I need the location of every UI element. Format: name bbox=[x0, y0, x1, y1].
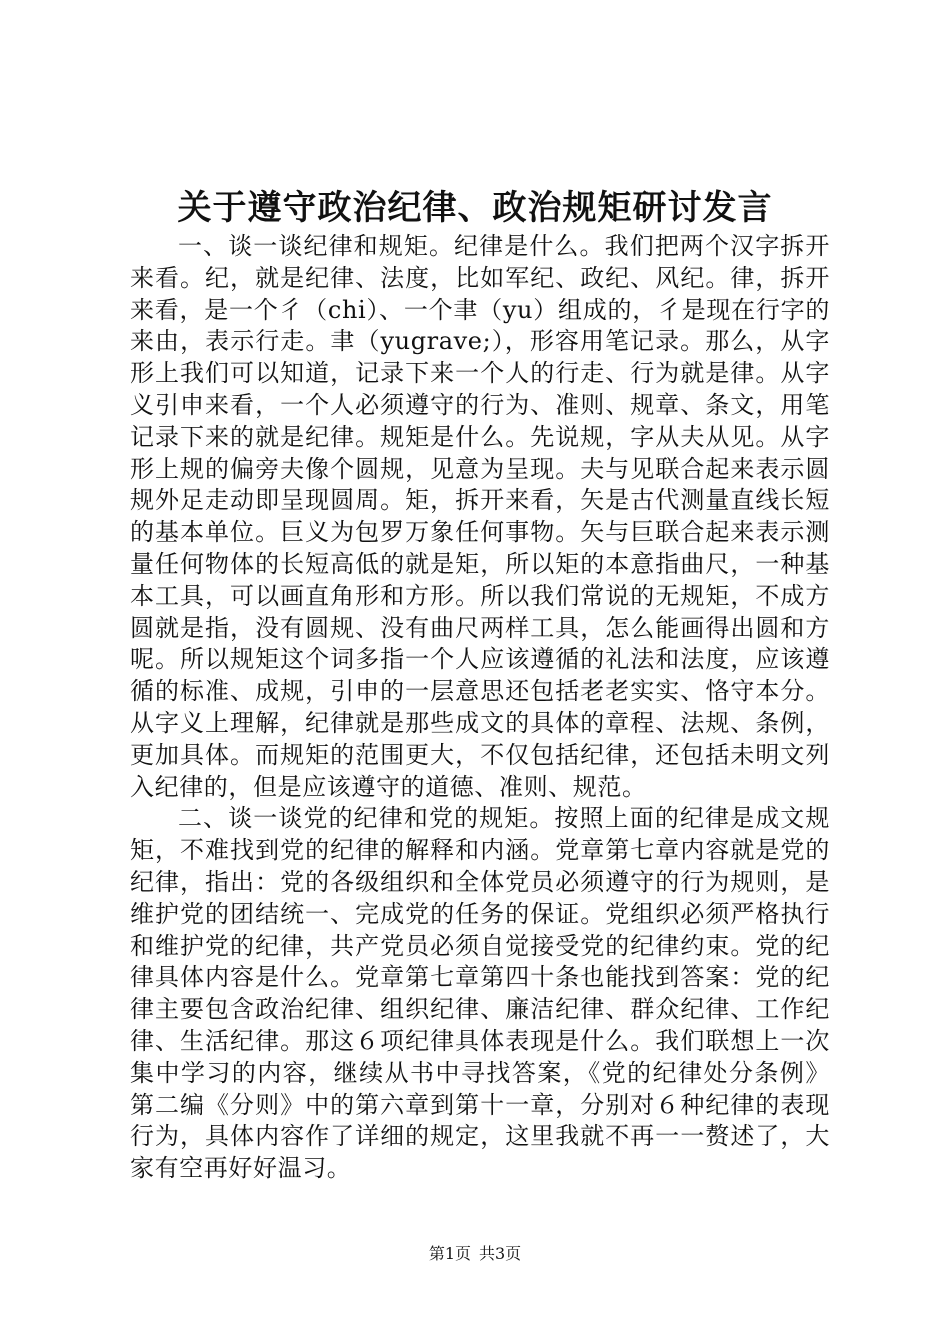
page-total: 共3页 bbox=[479, 1244, 522, 1263]
document-body bbox=[130, 231, 830, 1185]
paragraph-party-discipline: 二、谈一谈党的纪律和党的规矩。按照上面的纪律是成文规矩，不难找到党的纪律的解释和内涵。党章第七章内容就是党的纪律，指出：党的各级组织和全体党员必须遵守的行为规则，是维护党的团结统一、完成党的任务的保证。党组织必须严格执行和维护党的纪律，共产党员必须自觉接受党的纪律约束。党的纪律具体内容是什么。党章第七章第四十条也能找到答案：党的纪律主要包含政治纪律、组织纪律、廉洁纪律、群众纪律、工作纪律、生活纪律。那这６项纪律具体表现是什么。我们联想上一次集中学习的内容，继续从书中寻找答案，《党的纪律处分条例》第二编《分则》中的第六章到第十一章，分别对６种纪律的表现行为，具体内容作了详细的规定，这里我就不再一一赘述了，大家有空再好好温习。 bbox=[130, 804, 830, 1183]
paragraph-discipline-and-rules: 一、谈一谈纪律和规矩。纪律是什么。我们把两个汉字拆开来看。纪，就是纪律、法度，比如军纪、政纪、风纪。律，拆开来看，是一个彳（chi）、一个聿（yu）组成的，彳是现在行字的来由，表示行走。聿（yugrave;），形容用笔记录。那么，从字形上我们可以知道，记录下来一个人的行走、行为就是律。从字义引申来看，一个人必须遵守的行为、准则、规章、条文，用笔记录下来的就是纪律。规矩是什么。先说规，字从夫从见。从字形上规的偏旁夫像个圆规，见意为呈现。夫与见联合起来表示圆规外足走动即呈现圆周。矩，拆开来看，矢是古代测量直线长短的基本单位。巨义为包罗万象任何事物。矢与巨联合起来表示测量任何物体的长短高低的就是矩，所以矩的本意指曲尺，一种基本工具，可以画直角形和方形。所以我们常说的无规矩，不成方圆就是指，没有圆规、没有曲尺两样工具，怎么能画得出圆和方呢。所以规矩这个词多指一个人应该遵循的礼法和法度，应该遵循的标准、成规，引申的一层意思还包括老老实实、恪守本分。从字义上理解，纪律就是那些成文的具体的章程、法规、条例，更加具体。而规矩的范围更大，不仅包括纪律，还包括未明文列入纪律的，但是应该遵守的道德、准则、规范。 bbox=[130, 232, 830, 801]
document-title: 关于遵守政治纪律、政治规矩研讨发言 bbox=[177, 188, 773, 228]
page-number: 第1页 bbox=[428, 1244, 471, 1263]
page-footer bbox=[0, 1243, 950, 1265]
